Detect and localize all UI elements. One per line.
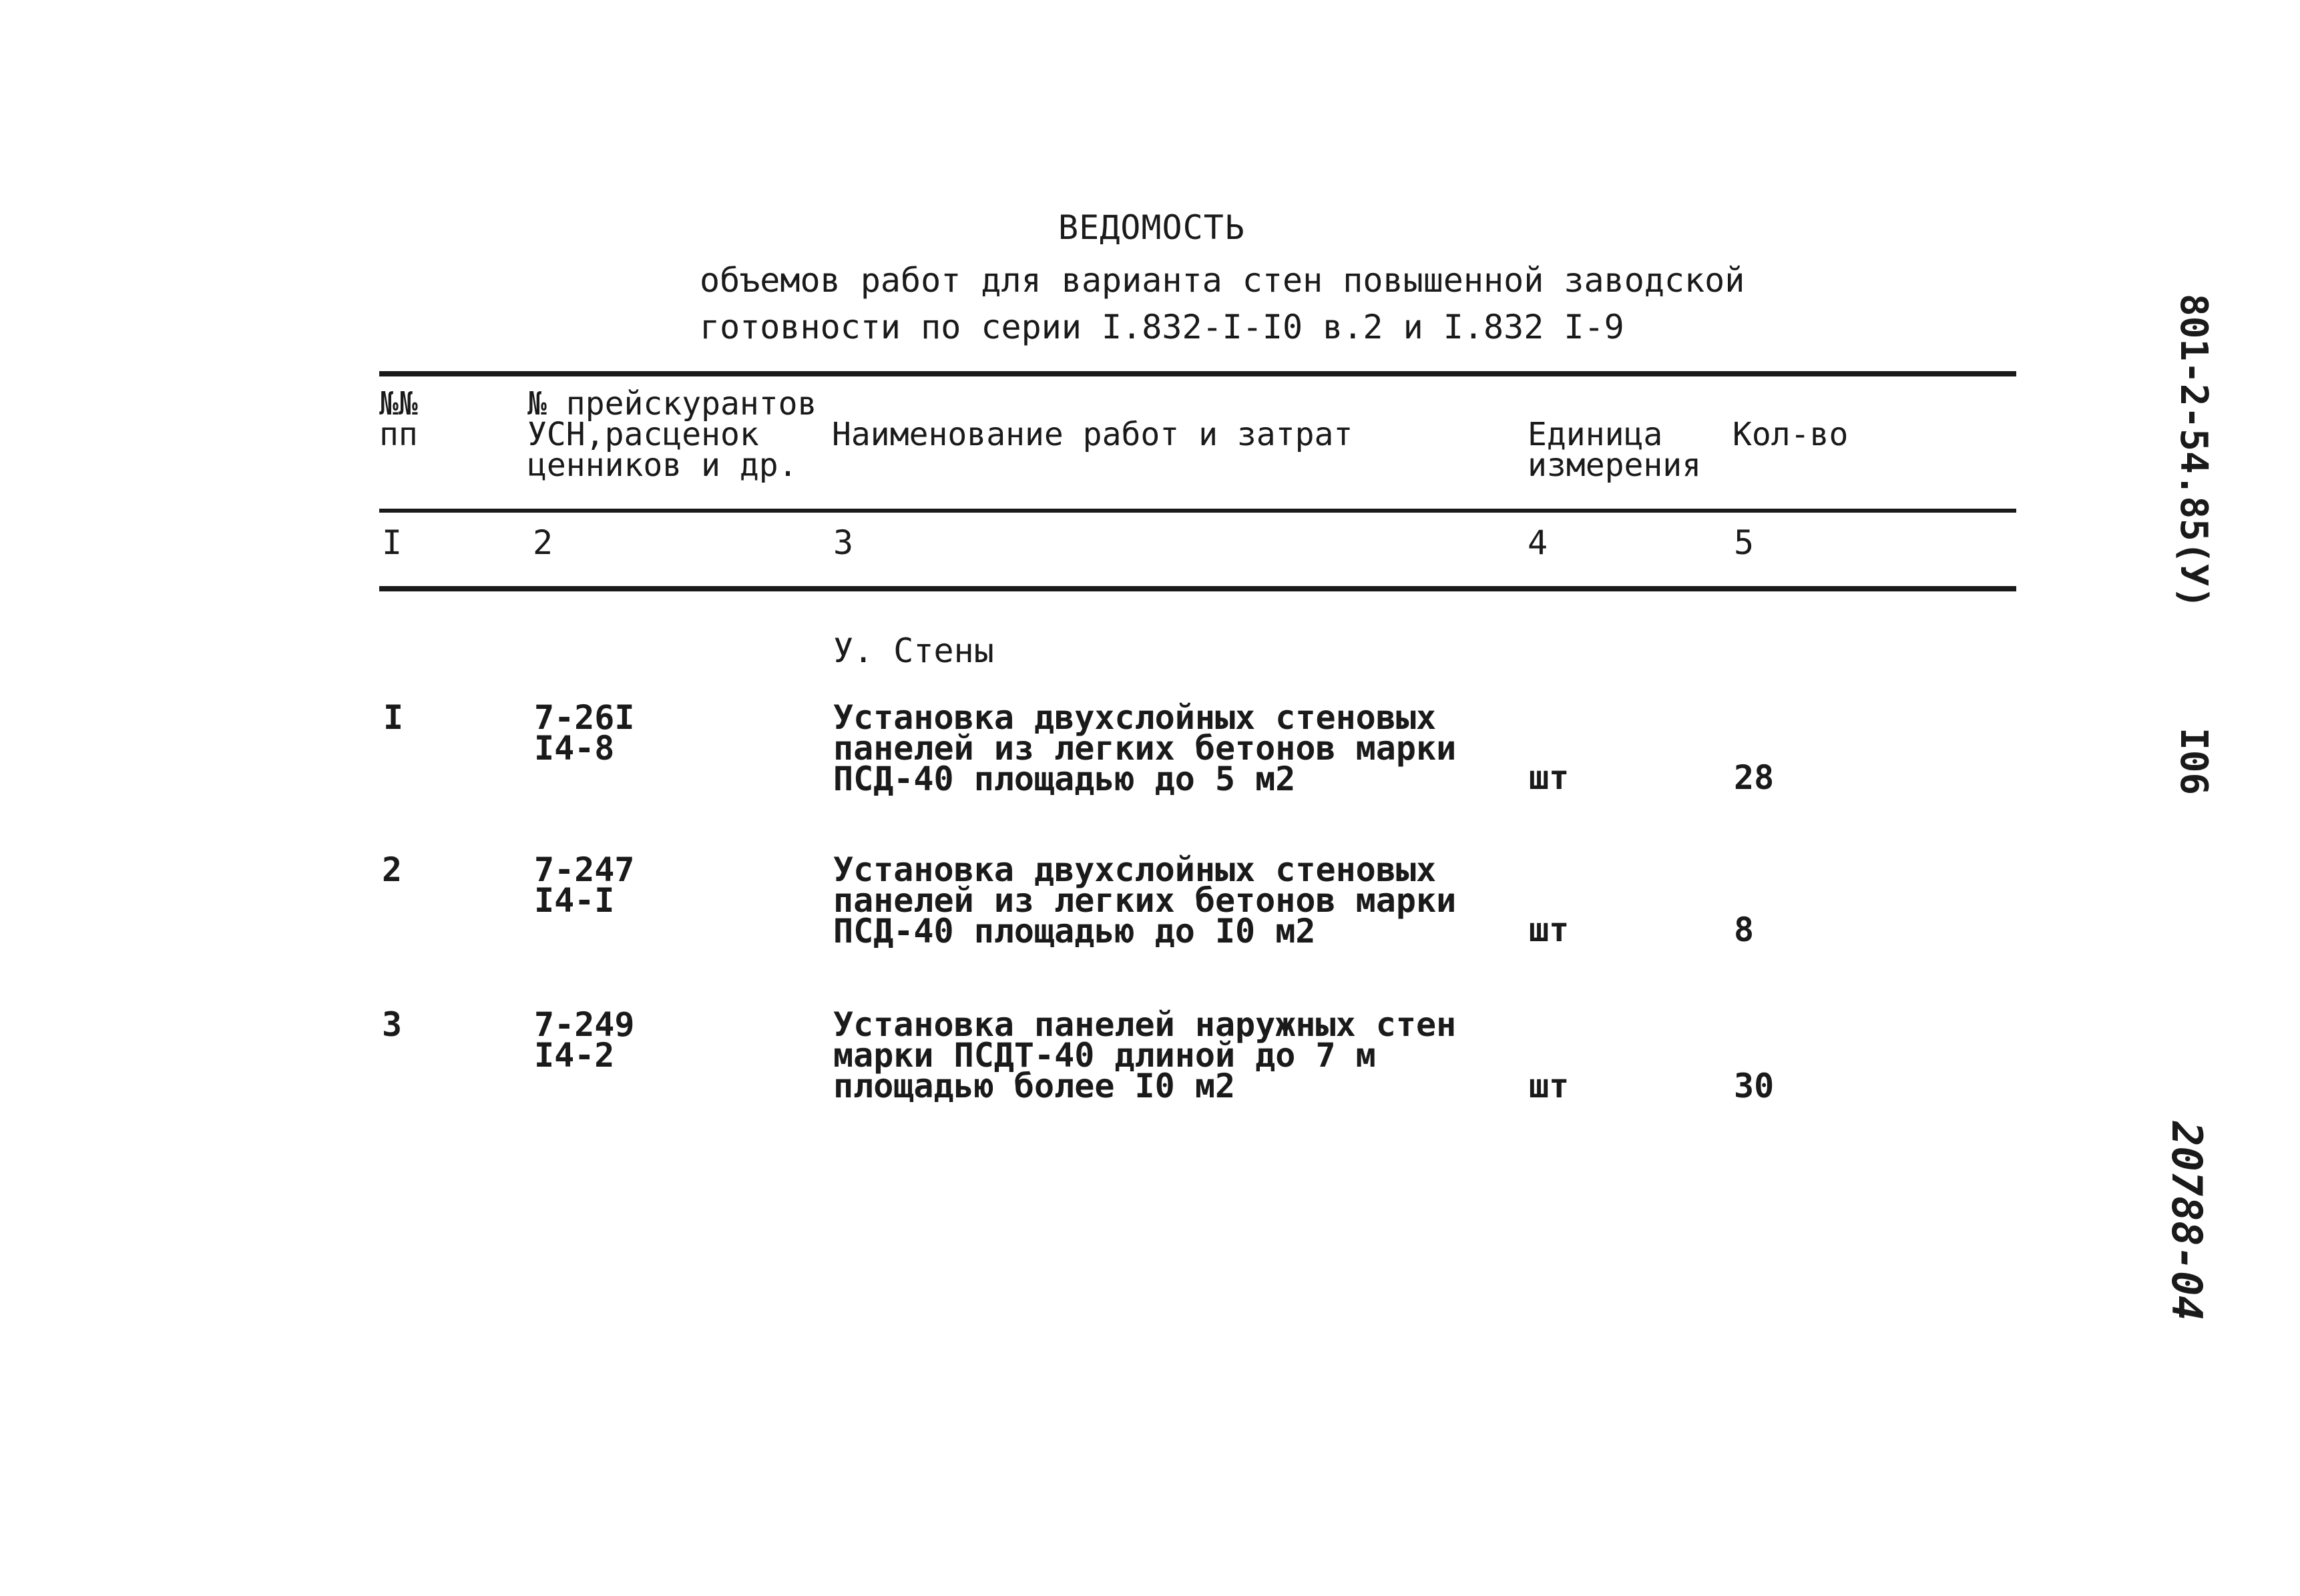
column-number-3: 3 [833, 523, 854, 562]
table-row-2-num: 2 [382, 850, 403, 889]
table-row-2-unit: шт [1529, 910, 1570, 949]
document-subtitle-line2: готовности по серии I.832-I-I0 в.2 и I.832 I-9 [700, 308, 1624, 346]
table-row-3-qty: 30 [1734, 1067, 1775, 1105]
table-row-1-name: Установка двухслойных стеновых панелей из легких бетонов марки ПСД-40 площадью до 5 м2 [833, 698, 1457, 798]
margin-doc-code: 801-2-54.85(У) [2172, 294, 2215, 609]
table-row-1-unit: шт [1529, 758, 1570, 797]
table-row-1-codes: 7-26I I4-8 [534, 698, 635, 768]
column-numbers-bottom-rule [379, 586, 2016, 591]
margin-archive-number: 20788-04 [2162, 1121, 2211, 1321]
column-number-5: 5 [1734, 523, 1755, 562]
header-col-qty: Кол-во [1733, 416, 1849, 453]
document-subtitle-line1: объемов работ для варианта стен повышенной заводской [700, 261, 1745, 300]
header-col-name: Наименование работ и затрат [832, 416, 1353, 453]
margin-page-number: I06 [2172, 728, 2215, 796]
table-row-2-qty: 8 [1734, 910, 1755, 949]
table-row-3-num: 3 [382, 1005, 403, 1044]
header-col-unit: Единица измерения [1528, 416, 1702, 484]
table-row-1-num: I [383, 698, 404, 737]
table-top-rule [379, 371, 2016, 376]
document-title: ВЕДОМОСТЬ [1058, 208, 1245, 247]
table-row-1-qty: 28 [1734, 758, 1775, 797]
table-row-3-name: Установка панелей наружных стен марки ПСДТ-40 длиной до 7 м площадью более I0 м2 [833, 1005, 1457, 1105]
header-col-number: №№ пп [379, 385, 418, 453]
table-row-3-unit: шт [1529, 1067, 1570, 1105]
column-number-1: I [382, 523, 403, 562]
table-row-2-name: Установка двухслойных стеновых панелей из легких бетонов марки ПСД-40 площадью до I0 м2 [833, 850, 1457, 951]
section-title: У. Стены [833, 631, 994, 670]
header-bottom-rule [379, 509, 2016, 513]
table-row-2-codes: 7-247 I4-I [534, 850, 635, 920]
column-number-2: 2 [533, 523, 553, 562]
column-number-4: 4 [1528, 523, 1548, 562]
header-col-codes: № прейскурантов УСН,расценок ценников и др. [527, 385, 817, 484]
table-row-3-codes: 7-249 I4-2 [534, 1005, 635, 1075]
